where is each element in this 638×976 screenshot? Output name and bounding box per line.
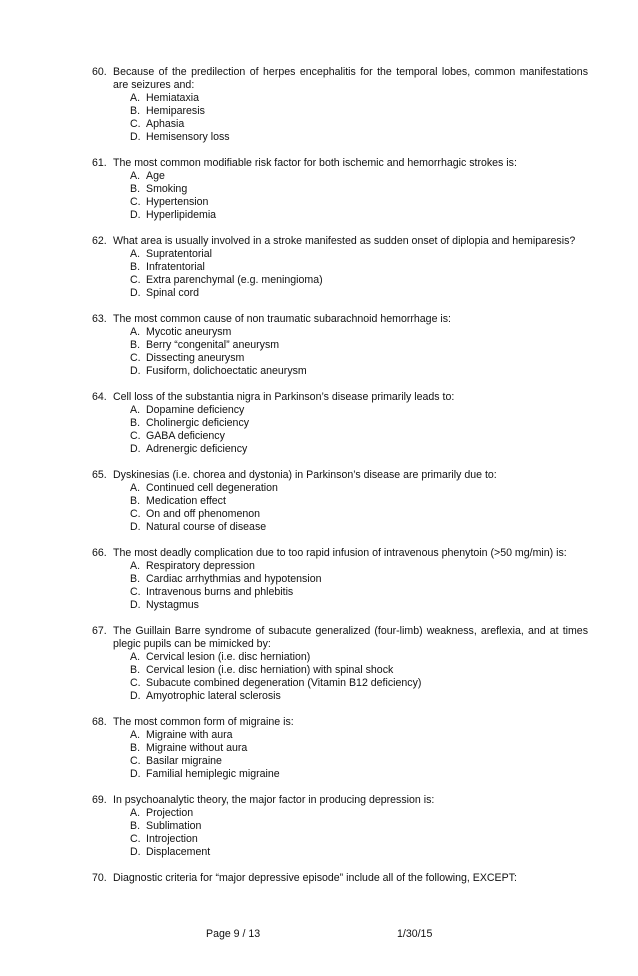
answer-option [130,196,588,209]
question-text: Because of the predilection of herpes encephalitis for the temporal lobes, common manifestations are seizures and: [113,66,588,91]
option-letter: B. [130,183,141,195]
question-number: 66. [92,547,107,559]
answer-options [130,170,588,222]
option-text: Extra parenchymal (e.g. meningioma) [146,274,323,286]
question-number: 65. [92,469,107,481]
question-number: 69. [92,794,107,806]
option-text: Cardiac arrhythmias and hypotension [146,573,322,585]
question-stem [92,157,588,170]
answer-option [130,365,588,378]
answer-option [130,170,588,183]
answer-option [130,846,588,859]
option-text: Nystagmus [146,599,199,611]
answer-option [130,807,588,820]
question-item [92,157,588,222]
option-text: Fusiform, dolichoectatic aneurysm [146,365,307,377]
answer-option [130,339,588,352]
option-letter: C. [130,274,141,286]
answer-option [130,508,588,521]
option-letter: A. [130,92,141,104]
question-item [92,235,588,300]
answer-options [130,92,588,144]
question-text: In psychoanalytic theory, the major factor in producing depression is: [113,794,435,806]
option-text: Respiratory depression [146,560,255,572]
answer-option [130,521,588,534]
option-letter: D. [130,365,141,377]
question-number: 60. [92,66,107,78]
option-text: Berry “congenital” aneurysm [146,339,280,351]
question-stem [92,547,588,560]
answer-option [130,755,588,768]
question-text: Diagnostic criteria for “major depressive episode” include all of the following, EXCEPT: [113,872,517,884]
option-letter: C. [130,586,141,598]
question-stem [92,391,588,404]
option-text: Amyotrophic lateral sclerosis [146,690,281,702]
option-text: Age [146,170,165,182]
option-letter: C. [130,118,141,130]
answer-option [130,586,588,599]
option-letter: A. [130,326,141,338]
question-stem [92,469,588,482]
option-text: Smoking [146,183,188,195]
option-text: Subacute combined degeneration (Vitamin B12 deficiency) [146,677,422,689]
answer-option [130,209,588,222]
option-text: On and off phenomenon [146,508,261,520]
answer-option [130,599,588,612]
option-letter: D. [130,846,141,858]
option-letter: A. [130,807,141,819]
answer-option [130,482,588,495]
question-text: The Guillain Barre syndrome of subacute generalized (four-limb) weakness, areflexia, and at times plegic pupils can be mimicked by: [113,625,588,650]
option-letter: D. [130,690,141,702]
option-text: Introjection [146,833,198,845]
option-letter: B. [130,573,141,585]
question-text: Dyskinesias (i.e. chorea and dystonia) in Parkinson’s disease are primarily due to: [113,469,497,481]
answer-option [130,664,588,677]
question-item [92,469,588,534]
question-text: The most common cause of non traumatic subarachnoid hemorrhage is: [113,313,451,325]
option-text: Adrenergic deficiency [146,443,248,455]
answer-option [130,105,588,118]
option-text: Infratentorial [146,261,205,273]
option-text: Intravenous burns and phlebitis [146,586,294,598]
answer-option [130,404,588,417]
option-letter: C. [130,196,141,208]
option-letter: B. [130,417,141,429]
question-text: Cell loss of the substantia nigra in Parkinson’s disease primarily leads to: [113,391,455,403]
answer-option [130,560,588,573]
option-letter: D. [130,287,141,299]
option-letter: B. [130,261,141,273]
answer-option [130,183,588,196]
option-letter: D. [130,131,141,143]
option-text: Familial hemiplegic migraine [146,768,280,780]
option-letter: C. [130,430,141,442]
question-text: What area is usually involved in a stroke manifested as sudden onset of diplopia and hemiparesis? [113,235,576,247]
option-letter: B. [130,105,141,117]
option-letter: C. [130,677,141,689]
question-stem [92,313,588,326]
option-letter: D. [130,521,141,533]
question-stem [92,716,588,729]
question-number: 61. [92,157,107,169]
option-text: Aphasia [146,118,185,130]
option-text: GABA deficiency [146,430,225,442]
option-letter: B. [130,742,141,754]
answer-option [130,573,588,586]
option-letter: C. [130,755,141,767]
option-text: Displacement [146,846,211,858]
option-text: Supratentorial [146,248,212,260]
option-letter: C. [130,352,141,364]
answer-option [130,430,588,443]
question-item [92,716,588,781]
answer-option [130,729,588,742]
answer-option [130,651,588,664]
question-stem [92,66,588,92]
option-text: Sublimation [146,820,202,832]
option-text: Projection [146,807,194,819]
option-text: Cervical lesion (i.e. disc herniation) with spinal shock [146,664,394,676]
answer-options [130,729,588,781]
option-text: Migraine without aura [146,742,248,754]
option-text: Cervical lesion (i.e. disc herniation) [146,651,311,663]
option-letter: D. [130,443,141,455]
option-text: Migraine with aura [146,729,233,741]
option-text: Hemiataxia [146,92,199,104]
answer-option [130,690,588,703]
answer-option [130,118,588,131]
question-item [92,313,588,378]
question-number: 64. [92,391,107,403]
option-text: Continued cell degeneration [146,482,278,494]
option-letter: B. [130,339,141,351]
option-text: Dissecting aneurysm [146,352,245,364]
question-stem [92,625,588,651]
question-text: The most deadly complication due to too rapid infusion of intravenous phenytoin (>50 mg/min) is: [113,547,567,559]
answer-option [130,495,588,508]
question-number: 67. [92,625,107,637]
answer-option [130,248,588,261]
page-number: Page 9 / 13 [206,928,261,940]
option-text: Mycotic aneurysm [146,326,232,338]
answer-option [130,443,588,456]
answer-option [130,352,588,365]
answer-option [130,833,588,846]
option-letter: A. [130,651,141,663]
question-stem [92,872,588,885]
option-letter: C. [130,508,141,520]
option-letter: A. [130,729,141,741]
option-letter: D. [130,768,141,780]
option-letter: A. [130,482,141,494]
option-text: Basilar migraine [146,755,222,767]
option-text: Medication effect [146,495,226,507]
option-letter: D. [130,599,141,611]
answer-option [130,768,588,781]
answer-option [130,742,588,755]
question-stem [92,235,588,248]
question-stem [92,794,588,807]
answer-options [130,404,588,456]
answer-options [130,482,588,534]
answer-option [130,274,588,287]
option-letter: A. [130,404,141,416]
answer-options [130,326,588,378]
answer-options [130,560,588,612]
footer-date: 1/30/15 [397,928,433,940]
question-list [92,66,588,898]
answer-option [130,417,588,430]
question-item [92,872,588,885]
option-text: Natural course of disease [146,521,267,533]
answer-option [130,820,588,833]
question-item [92,66,588,144]
question-text: The most common modifiable risk factor for both ischemic and hemorrhagic strokes is: [113,157,517,169]
option-text: Hemisensory loss [146,131,230,143]
option-text: Cholinergic deficiency [146,417,250,429]
answer-options [130,807,588,859]
question-item [92,547,588,612]
question-item [92,794,588,859]
option-letter: A. [130,170,141,182]
option-text: Spinal cord [146,287,199,299]
answer-option [130,287,588,300]
answer-option [130,131,588,144]
question-number: 68. [92,716,107,728]
option-text: Dopamine deficiency [146,404,245,416]
option-text: Hypertension [146,196,209,208]
answer-option [130,261,588,274]
answer-option [130,326,588,339]
question-number: 63. [92,313,107,325]
question-number: 70. [92,872,107,884]
question-text: The most common form of migraine is: [113,716,294,728]
question-item [92,625,588,703]
option-letter: D. [130,209,141,221]
option-letter: C. [130,833,141,845]
option-letter: A. [130,248,141,260]
question-number: 62. [92,235,107,247]
option-text: Hemiparesis [146,105,205,117]
answer-options [130,651,588,703]
answer-option [130,92,588,105]
option-letter: B. [130,664,141,676]
answer-option [130,677,588,690]
option-text: Hyperlipidemia [146,209,217,221]
answer-options [130,248,588,300]
option-letter: A. [130,560,141,572]
option-letter: B. [130,495,141,507]
option-letter: B. [130,820,141,832]
question-item [92,391,588,456]
